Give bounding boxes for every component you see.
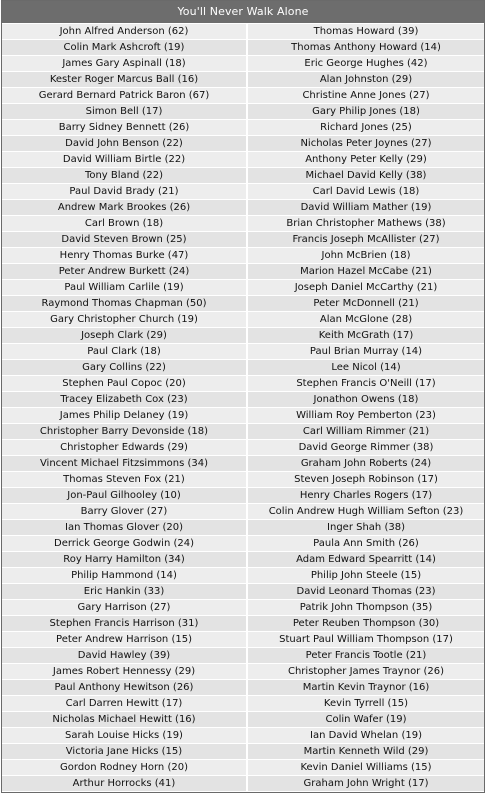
name-cell-left: James Gary Aspinall (18) bbox=[2, 56, 248, 72]
name-cell-left: John Alfred Anderson (62) bbox=[2, 24, 248, 40]
name-cell-right: Inger Shah (38) bbox=[248, 520, 484, 536]
names-table-body bbox=[2, 24, 484, 792]
name-cell-right: Kevin Daniel Williams (15) bbox=[248, 760, 484, 776]
name-cell-left: Tracey Elizabeth Cox (23) bbox=[2, 392, 248, 408]
name-cell-left: Nicholas Michael Hewitt (16) bbox=[2, 712, 248, 728]
name-cell-right: Graham John Wright (17) bbox=[248, 776, 484, 792]
name-cell-left: Carl Brown (18) bbox=[2, 216, 248, 232]
table-row bbox=[2, 216, 484, 232]
table-row bbox=[2, 680, 484, 696]
table-row bbox=[2, 712, 484, 728]
memorial-table-container bbox=[1, 0, 485, 793]
table-row bbox=[2, 632, 484, 648]
name-cell-left: Barry Glover (27) bbox=[2, 504, 248, 520]
name-cell-right: Joseph Daniel McCarthy (21) bbox=[248, 280, 484, 296]
name-cell-left: David John Benson (22) bbox=[2, 136, 248, 152]
name-cell-right: Thomas Anthony Howard (14) bbox=[248, 40, 484, 56]
name-cell-right: Ian David Whelan (19) bbox=[248, 728, 484, 744]
name-cell-left: Colin Mark Ashcroft (19) bbox=[2, 40, 248, 56]
name-cell-right: Martin Kevin Traynor (16) bbox=[248, 680, 484, 696]
table-row bbox=[2, 344, 484, 360]
name-cell-right: Francis Joseph McAllister (27) bbox=[248, 232, 484, 248]
name-cell-right: Peter McDonnell (21) bbox=[248, 296, 484, 312]
name-cell-right: Christine Anne Jones (27) bbox=[248, 88, 484, 104]
name-cell-right: Carl William Rimmer (21) bbox=[248, 424, 484, 440]
name-cell-left: Arthur Horrocks (41) bbox=[2, 776, 248, 792]
name-cell-left: David Steven Brown (25) bbox=[2, 232, 248, 248]
name-cell-right: Peter Reuben Thompson (30) bbox=[248, 616, 484, 632]
name-cell-left: David Hawley (39) bbox=[2, 648, 248, 664]
name-cell-right: William Roy Pemberton (23) bbox=[248, 408, 484, 424]
name-cell-right: Anthony Peter Kelly (29) bbox=[248, 152, 484, 168]
name-cell-left: Henry Thomas Burke (47) bbox=[2, 248, 248, 264]
table-row bbox=[2, 104, 484, 120]
name-cell-left: Simon Bell (17) bbox=[2, 104, 248, 120]
name-cell-left: Christopher Barry Devonside (18) bbox=[2, 424, 248, 440]
name-cell-right: Michael David Kelly (38) bbox=[248, 168, 484, 184]
name-cell-right: Marion Hazel McCabe (21) bbox=[248, 264, 484, 280]
name-cell-right: Richard Jones (25) bbox=[248, 120, 484, 136]
name-cell-left: Eric Hankin (33) bbox=[2, 584, 248, 600]
name-cell-left: Stephen Paul Copoc (20) bbox=[2, 376, 248, 392]
table-row bbox=[2, 440, 484, 456]
name-cell-left: Carl Darren Hewitt (17) bbox=[2, 696, 248, 712]
table-row bbox=[2, 280, 484, 296]
table-row bbox=[2, 264, 484, 280]
table-row bbox=[2, 40, 484, 56]
table-row bbox=[2, 312, 484, 328]
name-cell-left: Victoria Jane Hicks (15) bbox=[2, 744, 248, 760]
name-cell-left: Kester Roger Marcus Ball (16) bbox=[2, 72, 248, 88]
name-cell-right: Philip John Steele (15) bbox=[248, 568, 484, 584]
table-row bbox=[2, 168, 484, 184]
name-cell-right: Stephen Francis O'Neill (17) bbox=[248, 376, 484, 392]
table-row bbox=[2, 776, 484, 792]
name-cell-right: Paul Brian Murray (14) bbox=[248, 344, 484, 360]
name-cell-left: Ian Thomas Glover (20) bbox=[2, 520, 248, 536]
table-row bbox=[2, 248, 484, 264]
table-row bbox=[2, 136, 484, 152]
table-row bbox=[2, 376, 484, 392]
name-cell-right: Alan McGlone (28) bbox=[248, 312, 484, 328]
name-cell-left: Peter Andrew Harrison (15) bbox=[2, 632, 248, 648]
name-cell-left: Vincent Michael Fitzsimmons (34) bbox=[2, 456, 248, 472]
name-cell-left: Philip Hammond (14) bbox=[2, 568, 248, 584]
name-cell-right: Nicholas Peter Joynes (27) bbox=[248, 136, 484, 152]
name-cell-left: Paul Clark (18) bbox=[2, 344, 248, 360]
name-cell-right: Graham John Roberts (24) bbox=[248, 456, 484, 472]
name-cell-left: Paul Anthony Hewitson (26) bbox=[2, 680, 248, 696]
table-row bbox=[2, 536, 484, 552]
name-cell-right: Peter Francis Tootle (21) bbox=[248, 648, 484, 664]
name-cell-left: Peter Andrew Burkett (24) bbox=[2, 264, 248, 280]
table-row bbox=[2, 760, 484, 776]
name-cell-right: Gary Philip Jones (18) bbox=[248, 104, 484, 120]
table-row bbox=[2, 152, 484, 168]
name-cell-right: Thomas Howard (39) bbox=[248, 24, 484, 40]
name-cell-right: Adam Edward Spearritt (14) bbox=[248, 552, 484, 568]
name-cell-left: Stephen Francis Harrison (31) bbox=[2, 616, 248, 632]
table-row bbox=[2, 392, 484, 408]
name-cell-right: Colin Andrew Hugh William Sefton (23) bbox=[248, 504, 484, 520]
name-cell-right: David George Rimmer (38) bbox=[248, 440, 484, 456]
table-row bbox=[2, 504, 484, 520]
table-row bbox=[2, 24, 484, 40]
table-row bbox=[2, 520, 484, 536]
name-cell-left: Paul William Carlile (19) bbox=[2, 280, 248, 296]
name-cell-left: Gary Harrison (27) bbox=[2, 600, 248, 616]
name-cell-right: Steven Joseph Robinson (17) bbox=[248, 472, 484, 488]
name-cell-right: David Leonard Thomas (23) bbox=[248, 584, 484, 600]
table-row bbox=[2, 456, 484, 472]
table-row bbox=[2, 568, 484, 584]
name-cell-right: Alan Johnston (29) bbox=[248, 72, 484, 88]
name-cell-left: Tony Bland (22) bbox=[2, 168, 248, 184]
name-cell-right: Paula Ann Smith (26) bbox=[248, 536, 484, 552]
name-cell-left: Barry Sidney Bennett (26) bbox=[2, 120, 248, 136]
table-row bbox=[2, 424, 484, 440]
table-row bbox=[2, 552, 484, 568]
table-row bbox=[2, 600, 484, 616]
name-cell-left: Roy Harry Hamilton (34) bbox=[2, 552, 248, 568]
name-cell-right: Henry Charles Rogers (17) bbox=[248, 488, 484, 504]
table-row bbox=[2, 648, 484, 664]
name-cell-left: Gary Christopher Church (19) bbox=[2, 312, 248, 328]
table-row bbox=[2, 360, 484, 376]
table-row bbox=[2, 232, 484, 248]
table-row bbox=[2, 56, 484, 72]
name-cell-right: Stuart Paul William Thompson (17) bbox=[248, 632, 484, 648]
name-cell-left: James Philip Delaney (19) bbox=[2, 408, 248, 424]
name-cell-left: Christopher Edwards (29) bbox=[2, 440, 248, 456]
name-cell-right: Jonathon Owens (18) bbox=[248, 392, 484, 408]
table-row bbox=[2, 408, 484, 424]
name-cell-right: Carl David Lewis (18) bbox=[248, 184, 484, 200]
name-cell-right: Eric George Hughes (42) bbox=[248, 56, 484, 72]
name-cell-left: Gary Collins (22) bbox=[2, 360, 248, 376]
name-cell-left: Paul David Brady (21) bbox=[2, 184, 248, 200]
name-cell-right: John McBrien (18) bbox=[248, 248, 484, 264]
table-title: You'll Never Walk Alone bbox=[2, 1, 484, 24]
name-cell-right: David William Mather (19) bbox=[248, 200, 484, 216]
table-row bbox=[2, 184, 484, 200]
name-cell-right: Patrik John Thompson (35) bbox=[248, 600, 484, 616]
name-cell-right: Keith McGrath (17) bbox=[248, 328, 484, 344]
name-cell-right: Martin Kenneth Wild (29) bbox=[248, 744, 484, 760]
name-cell-left: Gordon Rodney Horn (20) bbox=[2, 760, 248, 776]
name-cell-left: Gerard Bernard Patrick Baron (67) bbox=[2, 88, 248, 104]
name-cell-right: Kevin Tyrrell (15) bbox=[248, 696, 484, 712]
name-cell-right: Christopher James Traynor (26) bbox=[248, 664, 484, 680]
table-row bbox=[2, 664, 484, 680]
table-row bbox=[2, 472, 484, 488]
table-row bbox=[2, 200, 484, 216]
table-row bbox=[2, 744, 484, 760]
name-cell-right: Brian Christopher Mathews (38) bbox=[248, 216, 484, 232]
name-cell-right: Lee Nicol (14) bbox=[248, 360, 484, 376]
name-cell-left: Sarah Louise Hicks (19) bbox=[2, 728, 248, 744]
table-row bbox=[2, 584, 484, 600]
name-cell-left: Thomas Steven Fox (21) bbox=[2, 472, 248, 488]
name-cell-left: Raymond Thomas Chapman (50) bbox=[2, 296, 248, 312]
table-row bbox=[2, 696, 484, 712]
name-cell-left: David William Birtle (22) bbox=[2, 152, 248, 168]
table-row bbox=[2, 728, 484, 744]
name-cell-left: Derrick George Godwin (24) bbox=[2, 536, 248, 552]
table-row bbox=[2, 616, 484, 632]
table-row bbox=[2, 72, 484, 88]
table-row bbox=[2, 296, 484, 312]
name-cell-left: Andrew Mark Brookes (26) bbox=[2, 200, 248, 216]
table-row bbox=[2, 328, 484, 344]
name-cell-left: James Robert Hennessy (29) bbox=[2, 664, 248, 680]
table-row bbox=[2, 88, 484, 104]
table-row bbox=[2, 120, 484, 136]
name-cell-right: Colin Wafer (19) bbox=[248, 712, 484, 728]
name-cell-left: Jon-Paul Gilhooley (10) bbox=[2, 488, 248, 504]
table-row bbox=[2, 488, 484, 504]
name-cell-left: Joseph Clark (29) bbox=[2, 328, 248, 344]
names-table bbox=[2, 24, 484, 792]
